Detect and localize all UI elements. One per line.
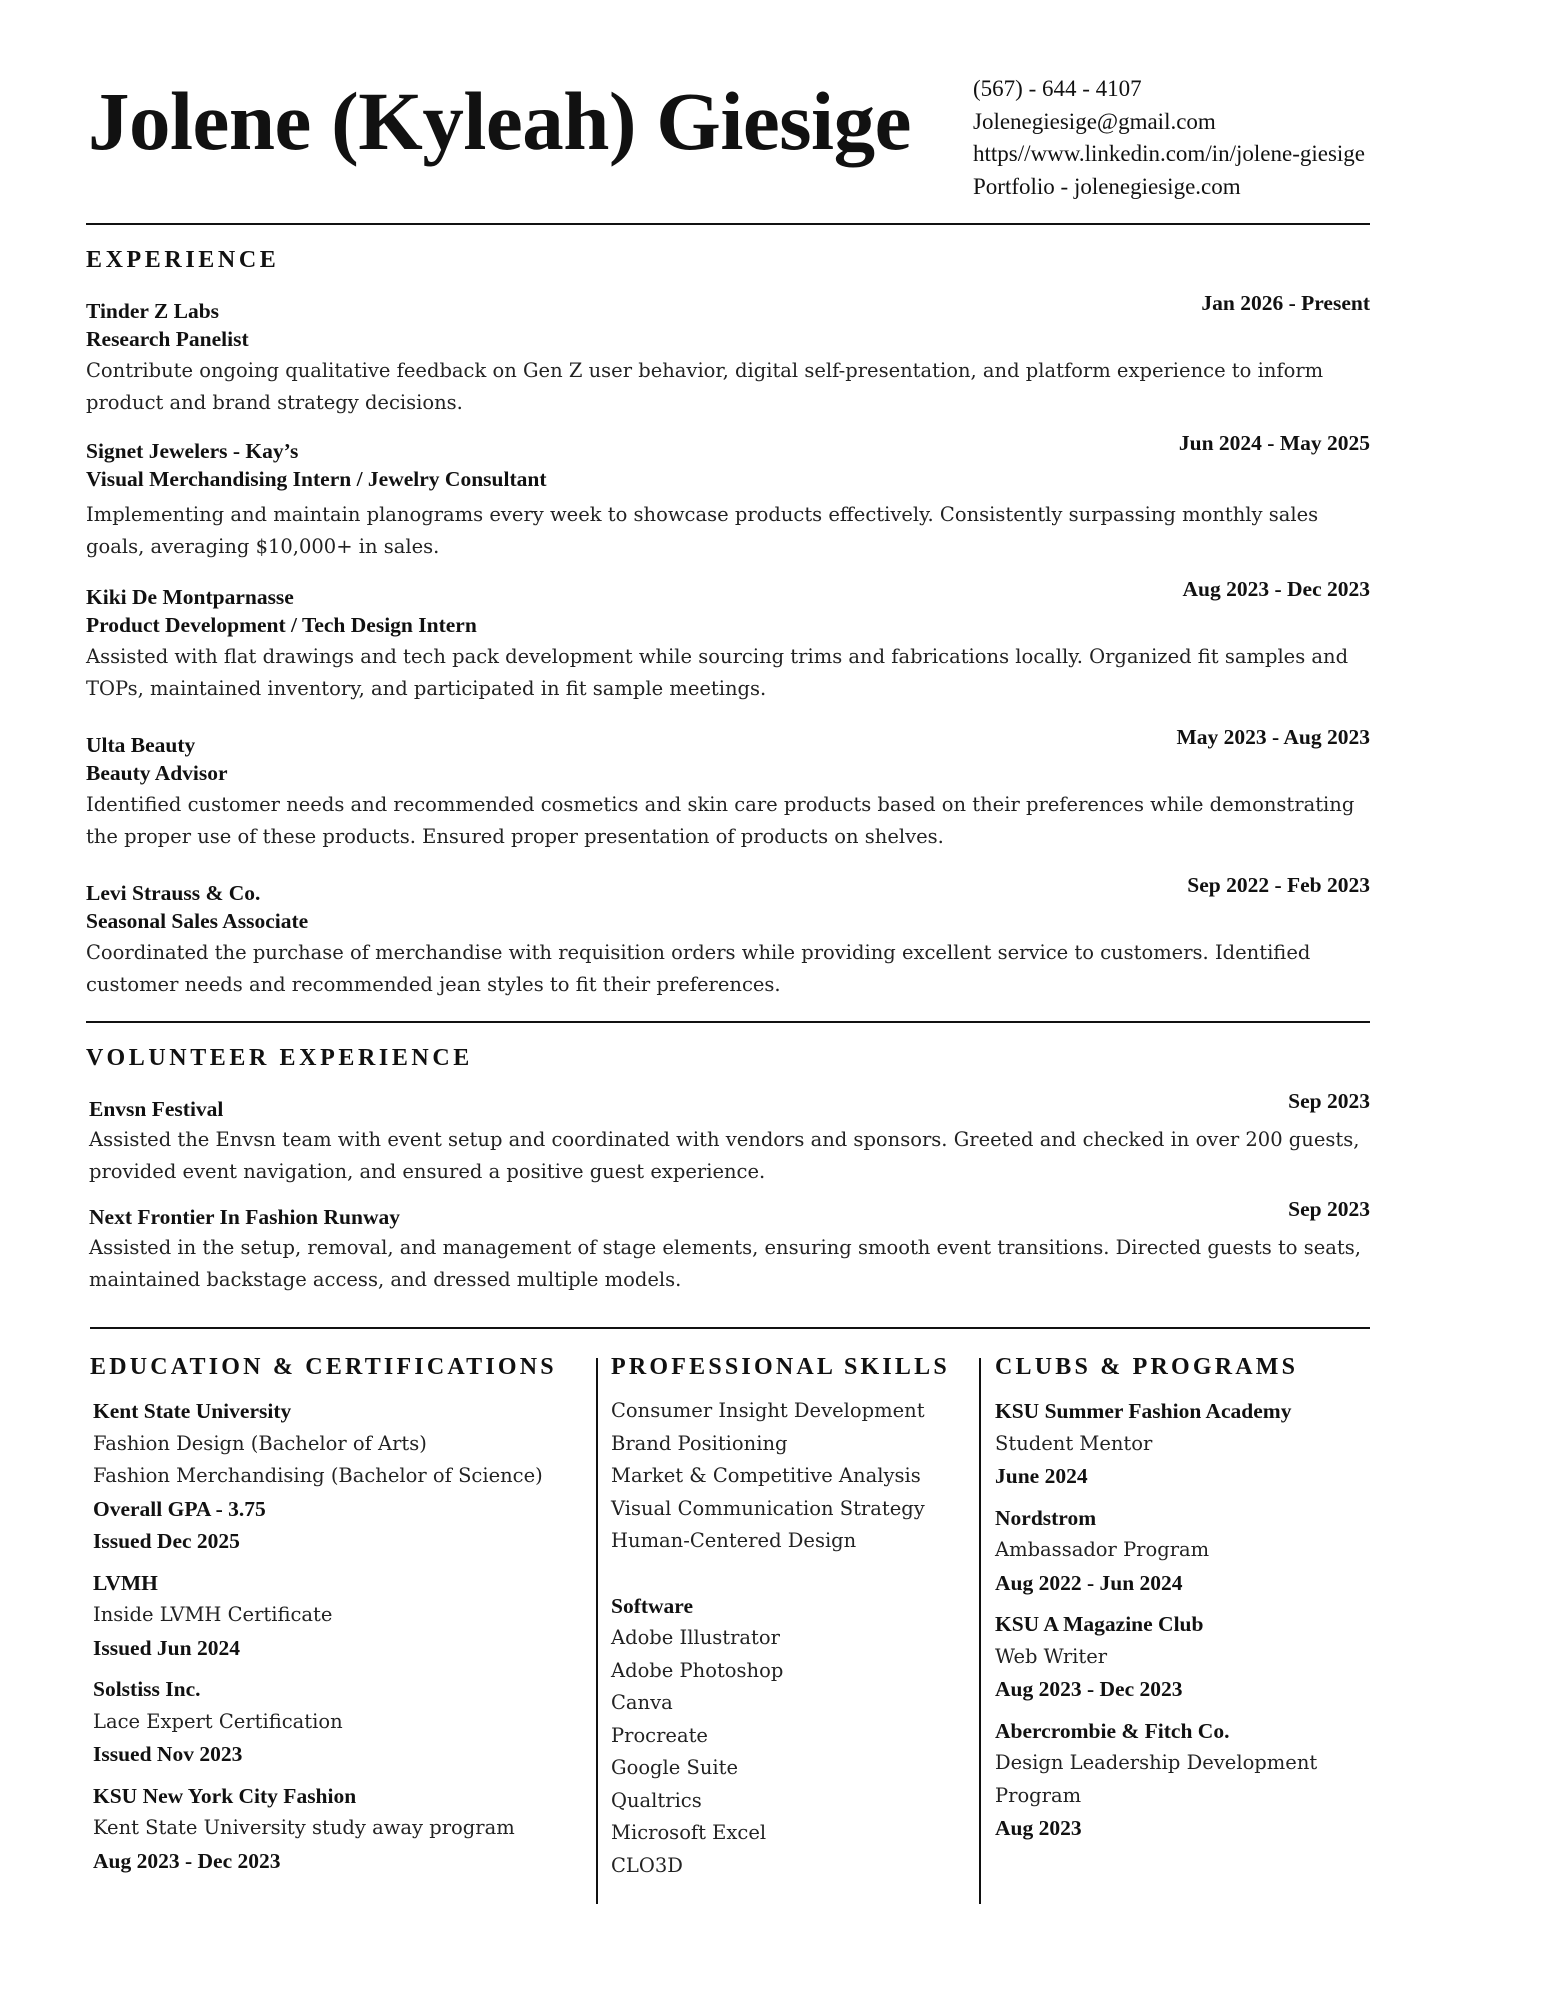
software-item: Qualtrics	[611, 1788, 702, 1812]
software-item: CLO3D	[611, 1853, 683, 1877]
education-degree: Fashion Design (Bachelor of Arts)	[93, 1431, 427, 1455]
experience-description: Implementing and maintain planograms every week to showcase products effectively. Consistently surpassing monthly sales goals, averaging $10,000+ in sales.	[86, 503, 1319, 558]
experience-description: Contribute ongoing qualitative feedback on Gen Z user behavior, digital self-presentation, and platform experience to inform product and brand strategy decisions.	[86, 359, 1324, 414]
skill-item: Human-Centered Design	[611, 1529, 857, 1552]
experience-role: Seasonal Sales Associate	[86, 909, 309, 933]
experience-role: Beauty Advisor	[86, 761, 228, 785]
volunteer-date: Sep 2023	[1288, 1197, 1370, 1221]
club-org: Nordstrom	[995, 1505, 1097, 1530]
club-date: Aug 2023	[995, 1816, 1082, 1840]
software-item: Canva	[611, 1691, 673, 1714]
column-divider-left	[596, 1358, 598, 1904]
education-school: Kent State University	[93, 1399, 292, 1423]
volunteer-description: Assisted the Envsn team with event setup and coordinated with vendors and sponsors. Greeted and checked in over 200 guests, provided event navigation, and ensured a positive guest experience.	[89, 1128, 1360, 1183]
experience-entry	[86, 291, 1370, 419]
experience-divider	[86, 1021, 1370, 1023]
volunteer-org: Envsn Festival	[89, 1097, 224, 1121]
column-divider-right	[979, 1358, 981, 1904]
program-date: Aug 2023 - Dec 2023	[93, 1848, 281, 1873]
education-heading: EDUCATION & CERTIFICATIONS	[90, 1354, 557, 1380]
volunteer-org: Next Frontier In Fashion Runway	[89, 1205, 400, 1229]
program-name: KSU New York City Fashion	[93, 1783, 357, 1808]
software-item: Google Suite	[611, 1756, 739, 1779]
certification-name: Inside LVMH Certificate	[93, 1603, 333, 1626]
software-item: Procreate	[611, 1723, 708, 1747]
volunteer-entry	[89, 1089, 1370, 1188]
volunteer-description: Assisted in the setup, removal, and management of stage elements, ensuring smooth event transitions. Directed guests to seats, maintained backstage access, and dressed multiple models.	[89, 1236, 1361, 1291]
volunteer-divider	[90, 1327, 1370, 1329]
experience-role: Visual Merchandising Intern / Jewelry Consultant	[86, 467, 547, 491]
skill-item: Consumer Insight Development	[611, 1399, 925, 1422]
portfolio-url: Portfolio - jolenegiesige.com	[973, 173, 1241, 199]
program-description: Kent State University study away program	[93, 1816, 515, 1839]
education-gpa: Overall GPA - 3.75	[93, 1496, 266, 1521]
experience-company: Tinder Z Labs	[86, 299, 220, 323]
certification-org: Solstiss Inc.	[93, 1677, 201, 1701]
club-org: KSU A Magazine Club	[995, 1612, 1204, 1636]
skill-item: Visual Communication Strategy	[611, 1496, 925, 1520]
certification-issued: Issued Nov 2023	[93, 1742, 243, 1766]
club-role: Design Leadership Development	[995, 1751, 1318, 1774]
certification-name: Lace Expert Certification	[93, 1709, 343, 1733]
experience-company: Ulta Beauty	[86, 733, 196, 757]
education-column	[93, 1395, 543, 1877]
experience-heading: EXPERIENCE	[86, 247, 280, 273]
clubs-heading: CLUBS & PROGRAMS	[995, 1354, 1299, 1380]
experience-entry	[86, 577, 1370, 705]
linkedin-url: https//www.linkedin.com/in/jolene-giesige	[973, 141, 1365, 166]
experience-date: Aug 2023 - Dec 2023	[1182, 577, 1370, 601]
club-date: Aug 2023 - Dec 2023	[995, 1677, 1183, 1701]
club-org: Abercrombie & Fitch Co.	[995, 1718, 1230, 1743]
experience-entry	[86, 873, 1370, 1001]
skill-item: Market & Competitive Analysis	[611, 1464, 921, 1487]
experience-date: Jan 2026 - Present	[1201, 291, 1370, 315]
volunteer-entry	[89, 1197, 1370, 1296]
experience-role: Research Panelist	[86, 327, 249, 351]
software-item: Adobe Illustrator	[611, 1626, 780, 1649]
experience-entry	[86, 431, 1370, 563]
contact-block	[973, 73, 1365, 203]
experience-company: Signet Jewelers - Kay’s	[86, 439, 299, 463]
experience-company: Kiki De Montparnasse	[86, 585, 294, 609]
certification-org: LVMH	[93, 1570, 158, 1595]
experience-description: Assisted with flat drawings and tech pack development while sourcing trims and fabrications locally. Organized fit samples and TOPs, maintained inventory, and participated in fit sample meetings.	[86, 645, 1349, 700]
skill-item: Brand Positioning	[611, 1431, 788, 1455]
club-role: Ambassador Program	[995, 1538, 1210, 1561]
experience-date: May 2023 - Aug 2023	[1176, 725, 1370, 749]
experience-description: Coordinated the purchase of merchandise with requisition orders while providing excellent service to customers. Identified customer needs and recommended jean styles to fit their preferences.	[86, 941, 1311, 996]
email-address: Jolenegiesige@gmail.com	[973, 108, 1216, 134]
club-date: June 2024	[995, 1464, 1088, 1488]
header-divider	[86, 223, 1370, 225]
club-role: Program	[995, 1783, 1082, 1807]
education-issued: Issued Dec 2025	[93, 1529, 240, 1553]
candidate-name: Jolene (Kyleah) Giesige	[88, 75, 911, 167]
phone-number: (567) - 644 - 4107	[973, 76, 1142, 101]
certification-issued: Issued Jun 2024	[93, 1635, 240, 1660]
software-item: Adobe Photoshop	[611, 1658, 784, 1682]
experience-entry	[86, 725, 1370, 853]
clubs-column	[995, 1395, 1317, 1845]
experience-company: Levi Strauss & Co.	[86, 881, 261, 905]
volunteer-heading: VOLUNTEER EXPERIENCE	[86, 1045, 473, 1071]
club-role: Web Writer	[995, 1644, 1108, 1668]
software-heading: Software	[611, 1593, 694, 1618]
club-date: Aug 2022 - Jun 2024	[995, 1570, 1183, 1595]
volunteer-date: Sep 2023	[1288, 1089, 1370, 1113]
club-role: Student Mentor	[995, 1431, 1153, 1455]
experience-date: Jun 2024 - May 2025	[1178, 431, 1370, 455]
experience-date: Sep 2022 - Feb 2023	[1187, 873, 1370, 897]
experience-description: Identified customer needs and recommended cosmetics and skin care products based on their preferences while demonstrating the proper use of these products. Ensured proper presentation of products on shelves.	[86, 793, 1355, 848]
club-org: KSU Summer Fashion Academy	[995, 1399, 1292, 1423]
skills-heading: PROFESSIONAL SKILLS	[611, 1354, 950, 1380]
experience-role: Product Development / Tech Design Intern	[86, 613, 477, 637]
software-item: Microsoft Excel	[611, 1821, 767, 1844]
skills-column	[611, 1395, 925, 1882]
education-degree: Fashion Merchandising (Bachelor of Science)	[93, 1464, 543, 1487]
